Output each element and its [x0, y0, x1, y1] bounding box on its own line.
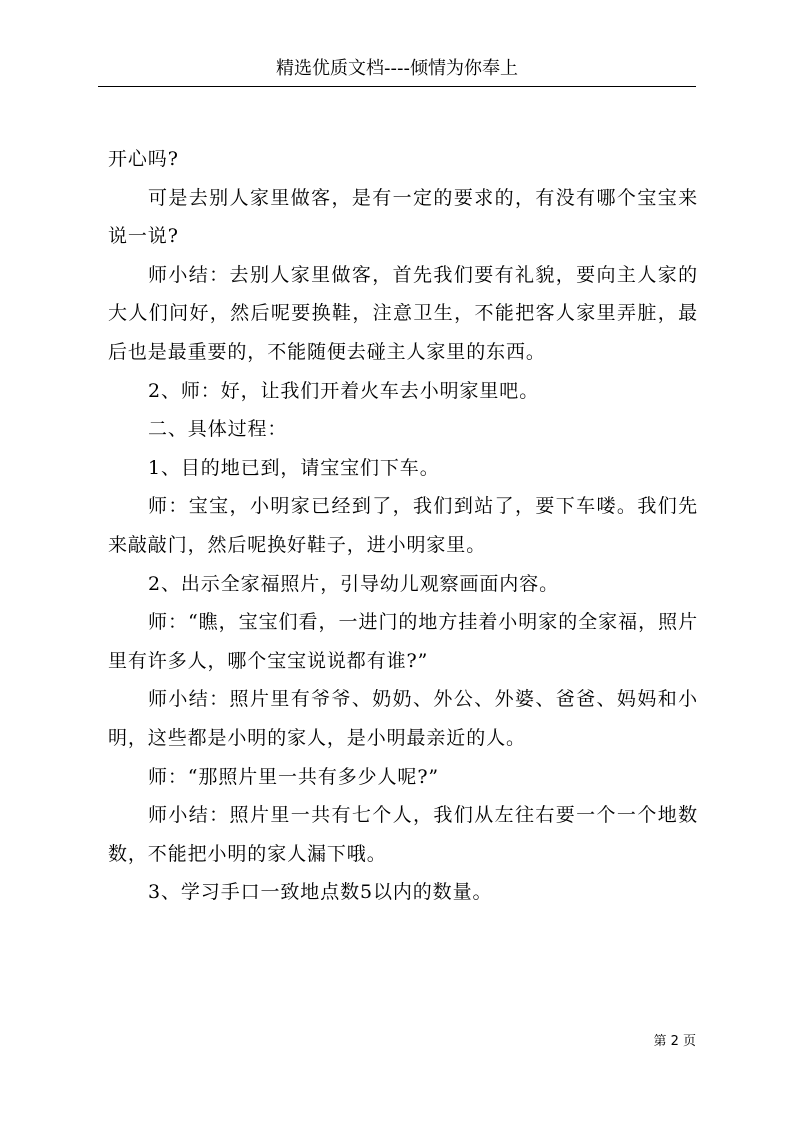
paragraph: 可是去别人家里做客，是有一定的要求的，有没有哪个宝宝来说一说? — [108, 186, 698, 248]
paragraph: 师小结：去别人家里做客，首先我们要有礼貌，要向主人家的大人们问好，然后呢要换鞋，注意卫生，不能把客人家里弄脏，最后也是最重要的，不能随便去碰主人家里的东西。 — [108, 263, 698, 363]
paragraph: 师：“瞧，宝宝们看，一进门的地方挂着小明家的全家福，照片里有许多人，哪个宝宝说说都有谁?” — [108, 611, 698, 672]
paragraph: 2、出示全家福照片，引导幼儿观察画面内容。 — [148, 572, 559, 595]
paragraph: 1、目的地已到，请宝宝们下车。 — [148, 456, 440, 479]
page-number: 第 2 页 — [653, 1034, 696, 1049]
document-body — [108, 140, 698, 912]
paragraph: 开心吗? — [108, 148, 179, 170]
paragraph: 2、师：好，让我们开着火车去小明家里吧。 — [148, 379, 540, 402]
paragraph: 师：“那照片里一共有多少人呢?” — [148, 765, 440, 788]
page-header-title: 精选优质文档----倾情为你奉上 — [276, 58, 518, 79]
paragraph: 3、学习手口一致地点数5以内的数量。 — [148, 881, 493, 904]
paragraph: 师小结：照片里有爷爷、奶奶、外公、外婆、爸爸、妈妈和小明，这些都是小明的家人，是小明最亲近的人。 — [108, 688, 698, 749]
paragraph: 师小结：照片里一共有七个人，我们从左往右要一个一个地数数，不能把小明的家人漏下哦。 — [108, 804, 698, 865]
header-divider — [98, 86, 696, 87]
section-heading: 二、具体过程： — [148, 418, 288, 441]
paragraph: 师：宝宝，小明家已经到了，我们到站了，要下车喽。我们先来敲敲门，然后呢换好鞋子，进小明家里。 — [108, 495, 698, 556]
